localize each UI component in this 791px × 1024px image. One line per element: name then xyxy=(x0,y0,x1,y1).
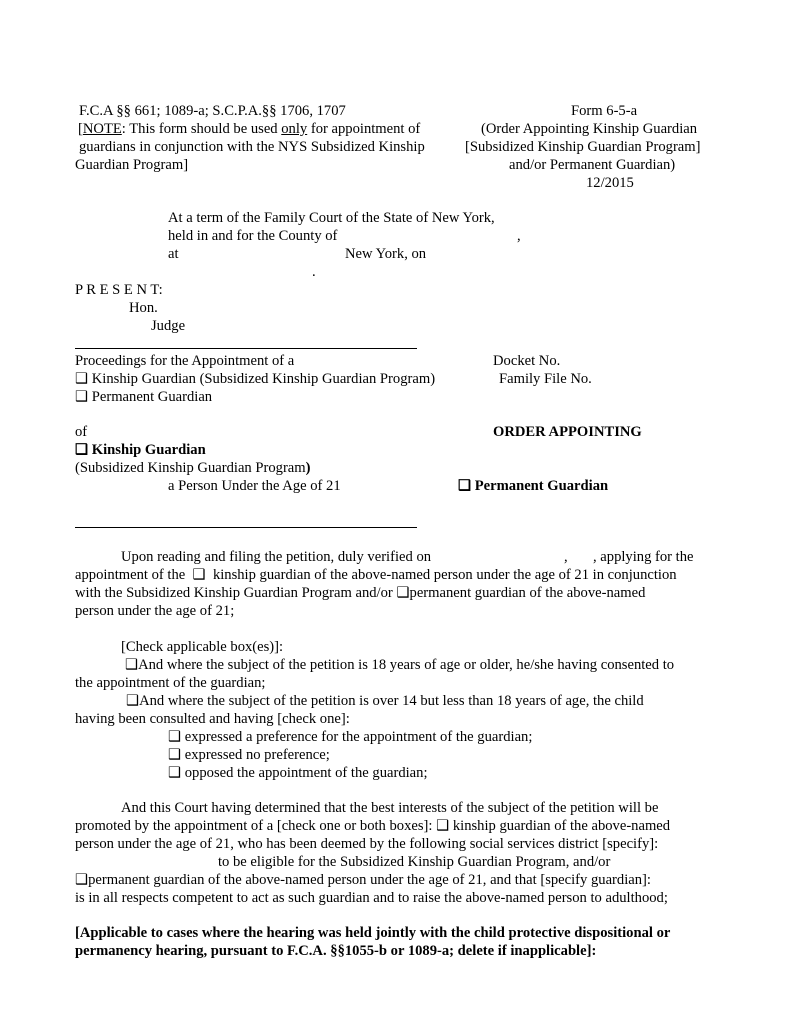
checkbox-icon[interactable]: ❑ xyxy=(168,747,182,763)
p1-line-3-start: with the Subsidized Kinship Guardian Program and/or xyxy=(75,585,393,601)
p1-line-1-end: , applying for the xyxy=(593,549,694,565)
proceedings-line: Proceedings for the Appointment of a xyxy=(75,353,295,369)
preference-option-1-label: expressed a preference for the appointment of the guardian; xyxy=(184,729,533,745)
note-line-1 xyxy=(78,120,420,138)
condition-18-line-1 xyxy=(125,656,674,674)
of-label: of xyxy=(75,424,88,440)
p1-line-2 xyxy=(75,566,677,584)
subsidized-program-text: (Subsidized Kinship Guardian Program xyxy=(75,460,306,476)
court-term-comma: , xyxy=(517,228,521,244)
note-bracket: [ xyxy=(78,121,83,137)
preference-option-3-label: opposed the appointment of the guardian; xyxy=(184,765,428,781)
permanent-option-label: Permanent Guardian xyxy=(91,389,213,405)
p2-line-3: person under the age of 21, who has been deemed by the following social services district [specify]: xyxy=(75,836,659,852)
condition-18-text: And where the subject of the petition is 18 years of age or older, he/she having consented to xyxy=(138,657,675,673)
checkbox-icon[interactable]: ❑ xyxy=(436,818,450,834)
condition-14-line-1 xyxy=(126,692,644,710)
order-appointing-title: ORDER APPOINTING xyxy=(493,424,642,440)
court-term-at: at xyxy=(168,246,179,262)
p1-line-3-end: permanent guardian of the above-named xyxy=(409,585,646,601)
preference-option-2 xyxy=(168,746,330,764)
permanent-guardian-bold xyxy=(458,477,608,495)
condition-14-text: And where the subject of the petition is over 14 but less than 18 years of age, the child xyxy=(139,693,644,709)
docket-number: Docket No. xyxy=(493,353,561,369)
caption-bottom-rule xyxy=(75,527,417,528)
applicable-line-1: [Applicable to cases where the hearing was held jointly with the child protective dispositional or xyxy=(75,925,671,941)
p2-line-6: is in all respects competent to act as such guardian and to raise the above-named person to adulthood; xyxy=(75,890,668,906)
p2-line-5-text: permanent guardian of the above-named person under the age of 21, and that [specify guardian]: xyxy=(88,872,651,888)
p2-line-2 xyxy=(75,817,670,835)
p1-line-1: Upon reading and filing the petition, duly verified on xyxy=(121,549,432,565)
hon-label: Hon. xyxy=(129,300,158,316)
form-title-line-3: and/or Permanent Guardian) xyxy=(509,157,676,173)
subsidized-program-line xyxy=(75,459,311,477)
preference-option-2-label: expressed no preference; xyxy=(184,747,330,763)
form-title-line-2: [Subsidized Kinship Guardian Program] xyxy=(465,139,701,155)
checkbox-icon[interactable]: ❑ xyxy=(396,585,410,601)
note-text-end: for appointment of xyxy=(307,121,421,137)
kinship-option xyxy=(75,370,435,388)
preference-option-3 xyxy=(168,764,428,782)
checkbox-icon[interactable]: ❑ xyxy=(75,371,89,387)
court-term-new-york: New York, on xyxy=(345,246,427,262)
p1-line-2-start: appointment of the xyxy=(75,567,186,583)
form-date: 12/2015 xyxy=(586,175,634,191)
checkbox-icon[interactable]: ❑ xyxy=(125,657,139,673)
checkbox-icon[interactable]: ❑ xyxy=(75,442,89,458)
check-applicable-label: [Check applicable box(es)]: xyxy=(121,639,284,655)
checkbox-icon[interactable]: ❑ xyxy=(75,872,89,888)
preference-option-1 xyxy=(168,728,532,746)
p2-line-2-end: kinship guardian of the above-named xyxy=(452,818,671,834)
permanent-option xyxy=(75,388,212,406)
kinship-guardian-label: Kinship Guardian xyxy=(91,442,206,458)
kinship-option-label: Kinship Guardian (Subsidized Kinship Guardian Program) xyxy=(91,371,436,387)
p1-line-2-end: kinship guardian of the above-named person under the age of 21 in conjunction xyxy=(212,567,677,583)
court-term-period: . xyxy=(312,264,316,280)
p2-line-1: And this Court having determined that the best interests of the subject of the petition will be xyxy=(121,800,659,816)
person-under-age: a Person Under the Age of 21 xyxy=(168,478,341,494)
note-line-2: guardians in conjunction with the NYS Subsidized Kinship xyxy=(79,139,425,155)
note-label: NOTE xyxy=(82,121,122,137)
checkbox-icon[interactable]: ❑ xyxy=(126,693,140,709)
permanent-guardian-label: Permanent Guardian xyxy=(474,478,609,494)
condition-18-line-2: the appointment of the guardian; xyxy=(75,675,266,691)
p2-line-4: to be eligible for the Subsidized Kinship Guardian Program, and/or xyxy=(218,854,611,870)
court-term-line-1: At a term of the Family Court of the State of New York, xyxy=(168,210,495,226)
family-file-number: Family File No. xyxy=(499,371,592,387)
statute-citation: F.C.A §§ 661; 1089-a; S.C.P.A.§§ 1706, 1707 xyxy=(79,103,346,119)
caption-top-rule xyxy=(75,348,417,349)
form-number: Form 6-5-a xyxy=(571,103,638,119)
checkbox-icon[interactable]: ❑ xyxy=(75,389,89,405)
kinship-guardian-bold xyxy=(75,441,206,459)
court-term-line-2: held in and for the County of xyxy=(168,228,338,244)
note-line-3: Guardian Program] xyxy=(75,157,189,173)
checkbox-icon[interactable]: ❑ xyxy=(458,478,472,494)
subsidized-program-close: ) xyxy=(305,460,311,476)
p1-line-4: person under the age of 21; xyxy=(75,603,235,619)
form-title-line-1: (Order Appointing Kinship Guardian xyxy=(481,121,698,137)
note-only: only xyxy=(281,121,308,137)
applicable-line-2: permanency hearing, pursuant to F.C.A. §§1055-b or 1089-a; delete if inapplicable]: xyxy=(75,943,597,959)
p1-line-3 xyxy=(75,584,645,602)
note-text: : This form should be used xyxy=(121,121,282,137)
checkbox-icon[interactable]: ❑ xyxy=(168,729,182,745)
checkbox-icon[interactable]: ❑ xyxy=(168,765,182,781)
judge-label: Judge xyxy=(151,318,186,334)
condition-14-line-2: having been consulted and having [check one]: xyxy=(75,711,350,727)
checkbox-icon[interactable]: ❑ xyxy=(192,567,206,583)
p2-line-2-start: promoted by the appointment of a [check one or both boxes]: xyxy=(75,818,433,834)
p2-line-5 xyxy=(75,871,651,889)
p1-line-1-comma: , xyxy=(564,549,568,565)
present-label: P R E S E N T: xyxy=(75,282,163,298)
